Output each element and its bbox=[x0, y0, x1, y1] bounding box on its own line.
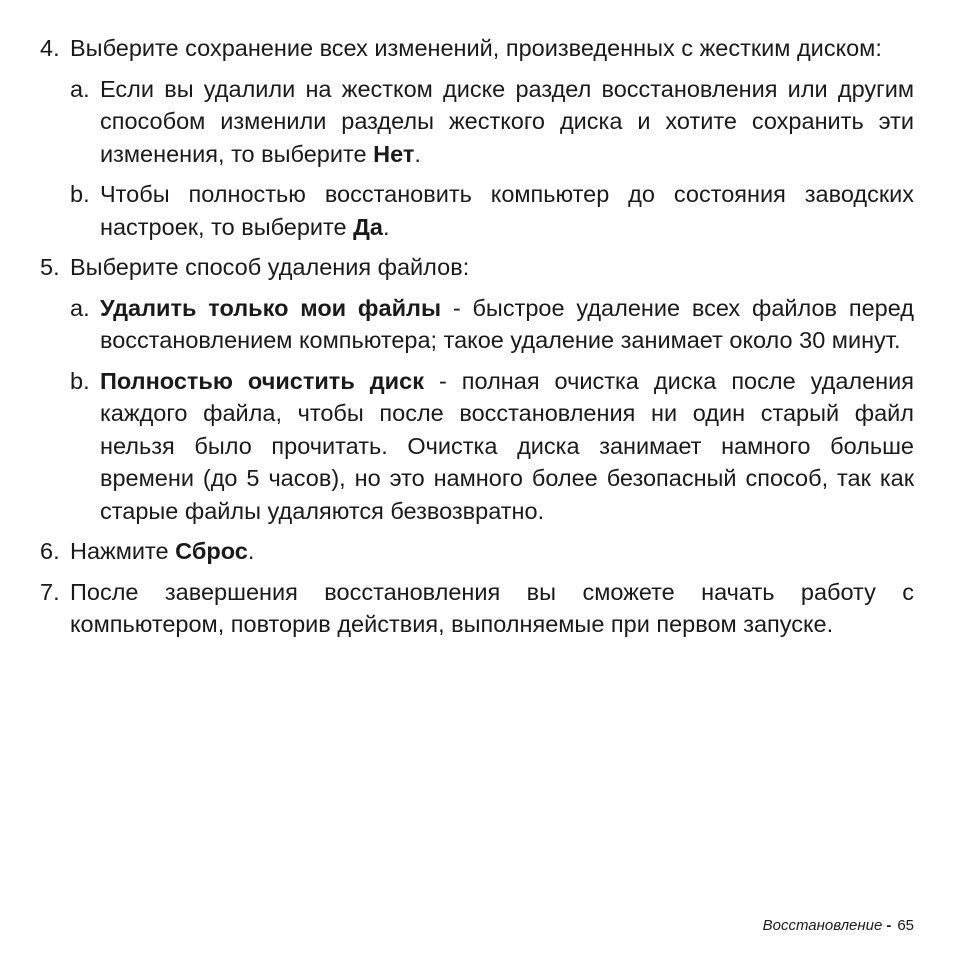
step-number: 6. bbox=[40, 538, 60, 564]
step-number: 7. bbox=[40, 578, 60, 605]
substep-4a bbox=[70, 73, 914, 171]
substep-5a bbox=[70, 292, 914, 357]
step-4 bbox=[40, 32, 914, 243]
step-7 bbox=[40, 576, 914, 641]
step-text: Нажмите Сброс. bbox=[70, 538, 255, 564]
substep-5b bbox=[70, 365, 914, 528]
step-text: Выберите сохранение всех изменений, произведенных с жестким диском: bbox=[70, 35, 882, 61]
bold-term: Да bbox=[353, 213, 383, 240]
bold-term: Полностью очистить диск bbox=[100, 367, 424, 394]
step-number: 4. bbox=[40, 35, 60, 61]
document-body bbox=[40, 32, 914, 649]
footer-separator: - bbox=[886, 917, 892, 934]
step-text: Выберите способ удаления файлов: bbox=[70, 254, 470, 280]
substep-letter: b. bbox=[70, 181, 90, 207]
bold-term: Нет bbox=[373, 140, 415, 167]
step-6 bbox=[40, 535, 914, 568]
bold-term: Сброс bbox=[175, 538, 248, 564]
substep-text: Полностью очистить диск - полная очистка диска после удаления каждого файла, чтобы после восстановления ни один старый файл нельзя было прочитать. Очистка диска занимает намного больше времени (до 5 часов), но это намного более безопасный способ, так как старые файлы удаляются безвозвратно. bbox=[100, 367, 915, 524]
substep-text: Если вы удалили на жестком диске раздел восстановления или другим способом изменили разделы жесткого диска и хотите сохранить эти изменения, то выберите Нет. bbox=[100, 75, 914, 167]
substep-letter: b. bbox=[70, 367, 90, 394]
step-number: 5. bbox=[40, 254, 60, 280]
substep-text: Удалить только мои файлы - быстрое удаление всех файлов перед восстановлением компьютера; такое удаление занимает около 30 минут. bbox=[100, 294, 914, 353]
substep-letter: a. bbox=[70, 75, 90, 102]
substep-text: Чтобы полностью восстановить компьютер до состояния заводских настроек, то выберите Да. bbox=[100, 181, 914, 240]
step-5 bbox=[40, 251, 914, 527]
footer-section-title: Восстановление bbox=[762, 917, 883, 934]
page-footer bbox=[763, 917, 914, 934]
page-number: 65 bbox=[897, 917, 914, 934]
bold-term: Удалить только мои файлы bbox=[100, 294, 442, 321]
substep-letter: a. bbox=[70, 294, 90, 321]
substep-4b bbox=[70, 178, 914, 243]
step-text: После завершения восстановления вы сможете начать работу с компьютером, повторив действия, выполняемые при первом запуске. bbox=[70, 578, 914, 637]
